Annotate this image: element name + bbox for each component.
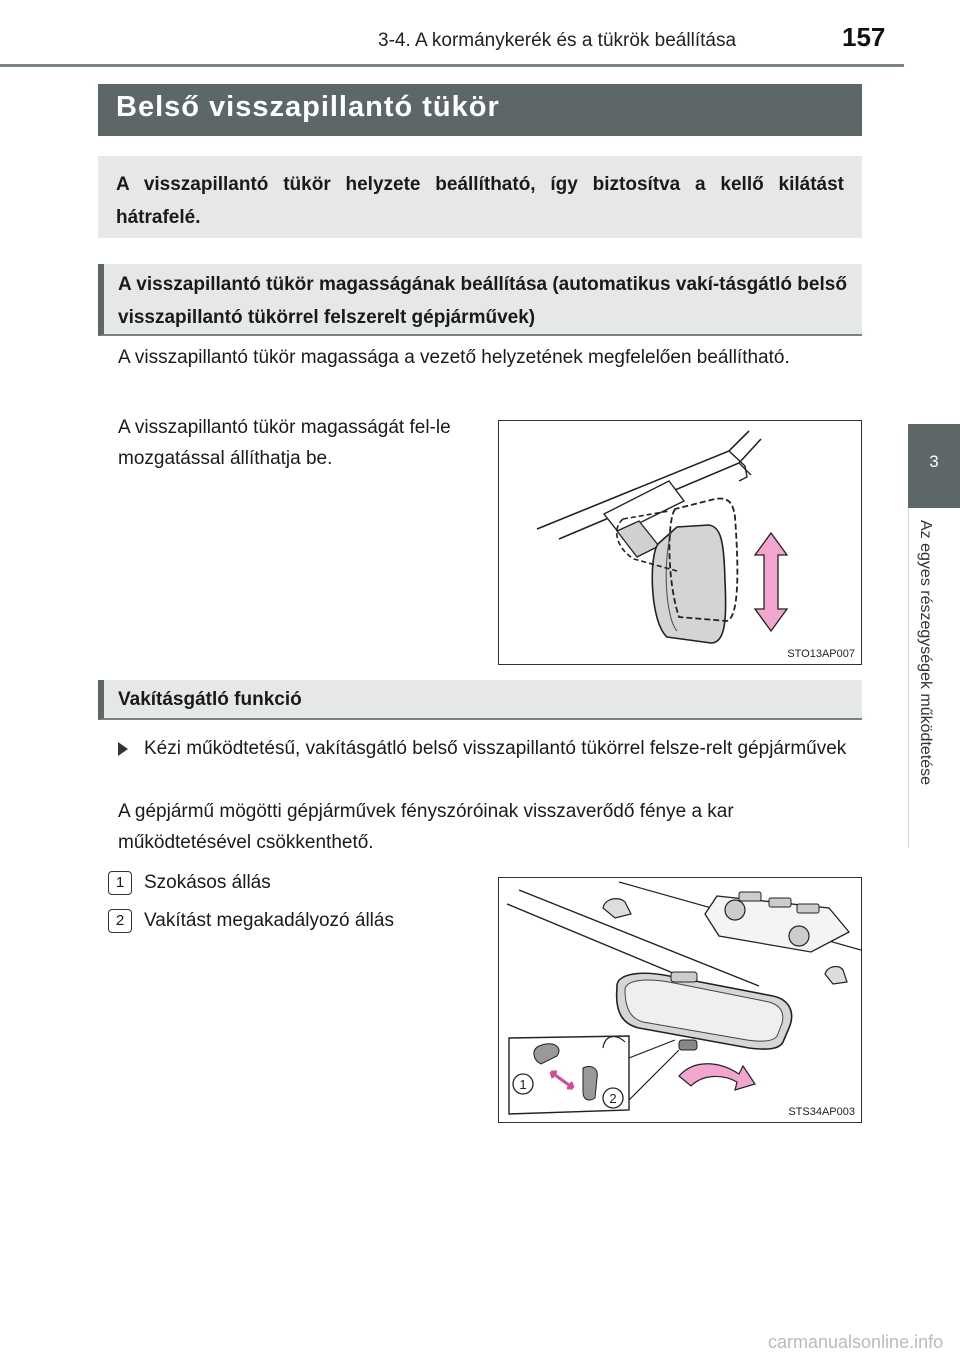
figure-antiglare-lever xyxy=(498,877,862,1123)
item-label-antiglare: Vakítást megakadályozó állás xyxy=(144,910,394,931)
callout-1: 1 xyxy=(519,1077,527,1092)
page-title: Belső visszapillantó tükör xyxy=(116,91,500,123)
item-number-2: 2 xyxy=(108,909,132,933)
section-heading-antiglare xyxy=(98,680,862,720)
section-heading-height xyxy=(98,264,862,336)
watermark-footer: carmanualsonline.info xyxy=(768,1332,944,1352)
item-label-normal: Szokásos állás xyxy=(144,872,271,893)
page-number: 157 xyxy=(842,22,886,52)
antiglare-lever-illustration xyxy=(499,878,861,1122)
paragraph-antiglare: A gépjármű mögötti gépjárművek fényszóróinak visszaverődő fénye a kar működtetésével csökkenthető. xyxy=(118,801,734,853)
figure-mirror-height xyxy=(498,420,862,665)
figure-code: STS34AP003 xyxy=(788,1106,855,1118)
item-number-1: 1 xyxy=(108,871,132,895)
running-header: 3-4. A kormánykerék és a tükrök beállítása xyxy=(378,30,737,51)
bullet-triangle-icon xyxy=(118,742,128,756)
intro-text: A visszapillantó tükör helyzete beállítható, így biztosítva a kellő kilátást hátrafelé. xyxy=(116,174,844,228)
page-title-bar xyxy=(98,84,862,136)
paragraph-height-intro: A visszapillantó tükör magassága a vezető helyzetének megfelelően beállítható. xyxy=(118,347,790,368)
chapter-tab xyxy=(908,424,960,508)
section-heading-text: Vakításgátló funkció xyxy=(118,689,302,710)
section-heading-text: A visszapillantó tükör magasságának beállítása (automatikus vakí-tásgátló belső visszapillantó tükörrel felszerelt gépjárművek) xyxy=(118,274,847,328)
chapter-number: 3 xyxy=(929,452,939,471)
chapter-title: Az egyes részegységek működtetése xyxy=(917,520,934,786)
callout-2: 2 xyxy=(609,1091,617,1106)
header-divider xyxy=(0,64,904,67)
paragraph-height-adjust: A visszapillantó tükör magasságát fel-le mozgatással állíthatja be. xyxy=(118,417,451,469)
mirror-height-illustration xyxy=(499,421,861,664)
figure-code: STO13AP007 xyxy=(787,648,855,660)
bullet-text: Kézi működtetésű, vakításgátló belső visszapillantó tükörrel felsze-relt gépjárművek xyxy=(144,738,847,759)
intro-box xyxy=(98,156,862,238)
